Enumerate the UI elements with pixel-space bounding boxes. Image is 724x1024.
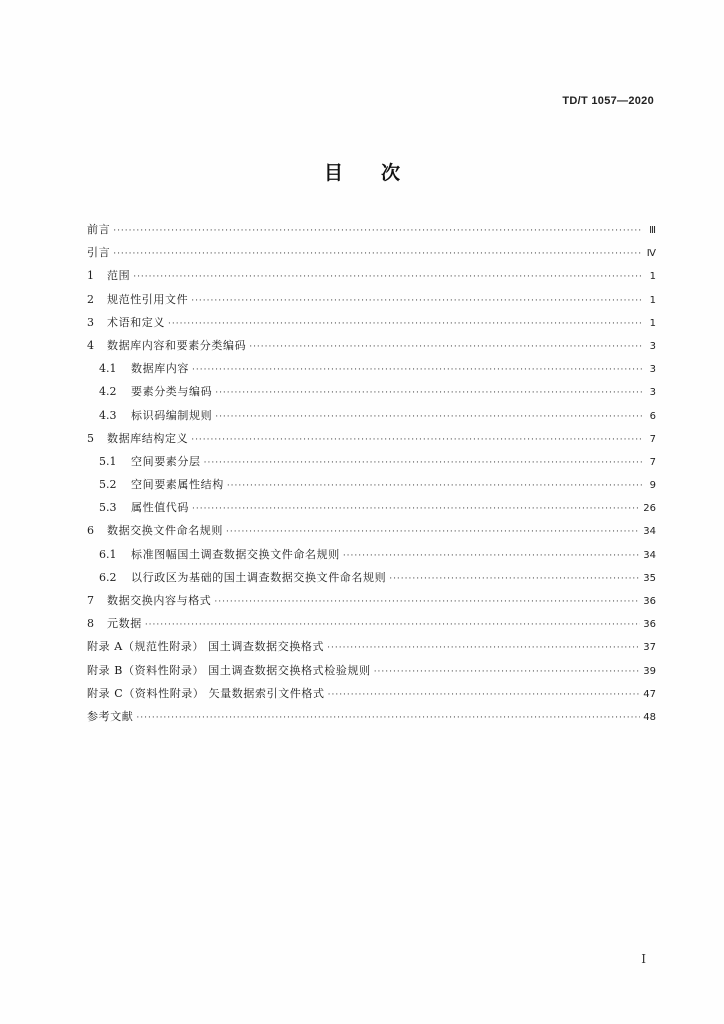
toc-entry-page: 3 [649, 340, 656, 352]
toc-entry[interactable] [87, 612, 656, 635]
toc-entry[interactable] [87, 659, 656, 682]
toc-leader-dots [389, 568, 640, 589]
toc-entry-page: 36 [643, 596, 656, 607]
toc-entry-number: 7 [87, 594, 94, 607]
toc-entry[interactable] [87, 311, 656, 334]
toc-entry-number: 6.2 [99, 570, 117, 584]
toc-entry[interactable] [87, 404, 656, 427]
toc-entry[interactable] [87, 241, 656, 264]
toc-entry-label: 引言 [87, 246, 111, 260]
toc-entry-number: 4 [87, 338, 94, 352]
toc-entry-number: 4.1 [99, 362, 117, 376]
toc-entry-page: 7 [649, 433, 656, 445]
toc-entry[interactable] [87, 380, 656, 403]
toc-entry-page: 36 [643, 619, 656, 631]
toc-entry-label: 空间要素分层 [131, 454, 201, 468]
toc-leader-dots [113, 243, 643, 264]
toc-leader-dots [214, 591, 640, 612]
toc-entry-label: 元数据 [107, 617, 142, 631]
toc-entry[interactable] [87, 543, 656, 566]
toc-entry[interactable] [87, 682, 656, 705]
toc-leader-dots [226, 521, 640, 542]
toc-entry-number: 5.1 [99, 454, 117, 468]
toc-entry-page: 3 [649, 387, 656, 399]
toc-entry[interactable] [87, 705, 656, 728]
toc-entry-number: 4.3 [99, 408, 117, 422]
toc-entry[interactable] [87, 427, 656, 450]
toc-entry-number: 3 [87, 315, 94, 329]
toc-entry[interactable] [87, 264, 656, 287]
toc-entry-page: 37 [643, 642, 656, 654]
toc-entry[interactable] [87, 288, 656, 311]
toc-entry[interactable] [87, 357, 656, 380]
toc-entry[interactable] [87, 473, 656, 496]
page-title: 目次 [323, 162, 438, 184]
toc-leader-dots [133, 266, 643, 287]
page-number: Ⅰ [641, 952, 646, 966]
toc-entry-number: 6.1 [99, 547, 117, 561]
toc-entry[interactable] [87, 334, 656, 357]
toc-entry-number: 4.2 [99, 385, 117, 399]
toc-entry-page: 34 [643, 526, 656, 538]
toc-entry[interactable] [87, 519, 656, 542]
toc-leader-dots [374, 661, 641, 682]
toc-entry-number: 8 [87, 617, 94, 631]
toc-leader-dots [327, 637, 640, 658]
toc-entry-number: 2 [87, 292, 94, 306]
toc-entry-page: 48 [643, 711, 656, 723]
toc-entry-page: 26 [643, 503, 656, 515]
toc-entry-label: 附录 A（规范性附录） 国土调查数据交换格式 [87, 640, 325, 654]
toc-entry-label: 以行政区为基础的国土调查数据交换文件命名规则 [131, 570, 387, 584]
toc-entry-label: 数据交换文件命名规则 [107, 524, 223, 538]
toc-entry-label: 规范性引用文件 [107, 292, 189, 306]
toc-leader-dots [136, 707, 640, 728]
toc-entry[interactable] [87, 566, 656, 589]
toc-entry-number: 1 [87, 269, 94, 283]
toc-entry-label: 标识码编制规则 [131, 408, 213, 422]
toc-entry-page: 39 [643, 665, 656, 677]
toc-entry-label: 前言 [87, 223, 111, 236]
toc-entry[interactable] [87, 218, 656, 241]
toc-entry-label: 参考文献 [87, 709, 134, 723]
standard-code: TD/T 1057—2020 [562, 95, 654, 107]
toc-entry-label: 数据交换内容与格式 [107, 594, 212, 607]
toc-entry-page: 7 [649, 456, 656, 468]
toc-leader-dots [168, 313, 643, 334]
toc-entry-label: 数据库内容和要素分类编码 [107, 338, 247, 352]
toc-entry-page: Ⅳ [646, 248, 656, 260]
toc-entry[interactable] [87, 589, 656, 612]
toc-entry-number: 5 [87, 431, 94, 445]
toc-leader-dots [227, 475, 643, 496]
toc-leader-dots [249, 336, 643, 357]
toc-entry-page: 1 [649, 271, 656, 283]
toc-entry-label: 术语和定义 [107, 315, 165, 329]
toc-entry-label: 数据库结构定义 [107, 431, 189, 445]
toc-entry[interactable] [87, 635, 656, 658]
toc-leader-dots [191, 429, 643, 450]
toc-entry[interactable] [87, 496, 656, 519]
toc-entry-number: 6 [87, 524, 94, 538]
toc-entry-page: 1 [649, 294, 656, 306]
toc-leader-dots [113, 220, 643, 241]
toc-leader-dots [328, 684, 641, 705]
toc-leader-dots [343, 545, 640, 566]
toc-entry-label: 附录 B（资料性附录） 国土调查数据交换格式检验规则 [87, 663, 371, 677]
toc-entry-page: 6 [649, 410, 656, 422]
toc-entry-label: 要素分类与编码 [131, 385, 213, 399]
toc-entry-label: 空间要素属性结构 [131, 478, 224, 492]
toc-entry-number: 5.2 [99, 478, 117, 492]
toc-entry-page: 3 [649, 364, 656, 376]
toc-leader-dots [191, 290, 643, 311]
toc-leader-dots [215, 382, 643, 403]
toc-entry-label: 属性值代码 [131, 501, 189, 515]
toc-entry-page: 47 [643, 688, 656, 700]
toc-entry-number: 5.3 [99, 501, 117, 515]
toc-entry-page: 35 [643, 572, 656, 584]
toc-entry-label: 范围 [107, 269, 131, 283]
toc-entry-label: 数据库内容 [131, 362, 189, 376]
toc-leader-dots [145, 614, 640, 635]
toc-entry-page: 1 [649, 317, 656, 329]
toc-leader-dots [192, 498, 640, 519]
toc-entry-label: 标准图幅国土调查数据交换文件命名规则 [131, 547, 340, 561]
toc-entry-page: 34 [643, 549, 656, 561]
toc-entry-label: 附录 C（资料性附录） 矢量数据索引文件格式 [87, 686, 325, 700]
toc-leader-dots [204, 452, 643, 473]
toc-entry-page: Ⅲ [649, 225, 656, 236]
toc-entry-page: 9 [649, 480, 656, 492]
table-of-contents [87, 218, 656, 728]
toc-entry[interactable] [87, 450, 656, 473]
toc-leader-dots [192, 359, 643, 380]
toc-leader-dots [215, 406, 643, 427]
